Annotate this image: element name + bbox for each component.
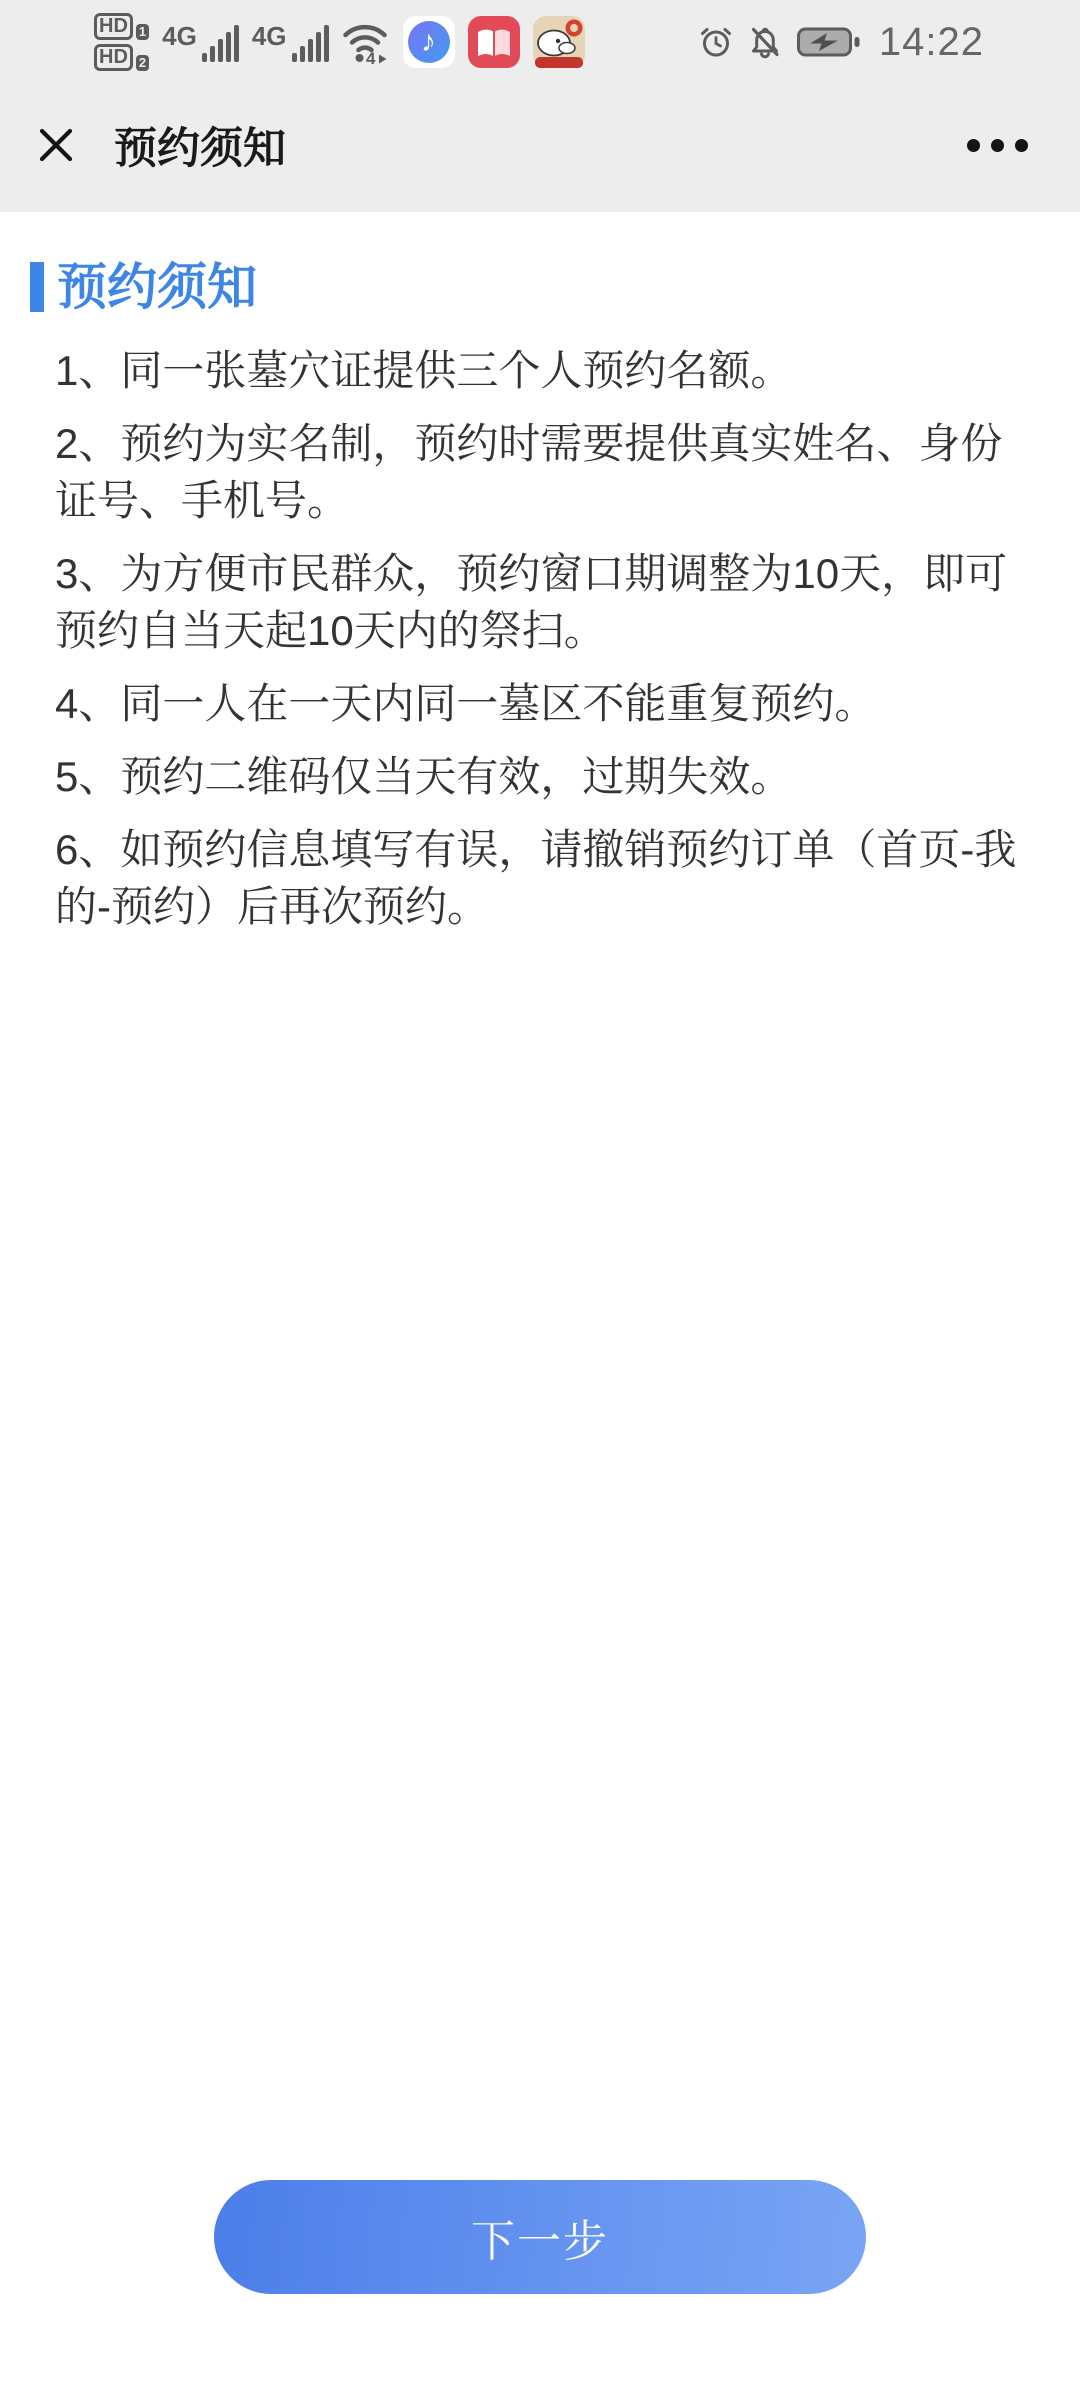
- notice-content: [0, 212, 1080, 2400]
- music-app-icon: [403, 16, 455, 68]
- clock-time: 14:22: [878, 19, 984, 64]
- wifi-speed-badge: 4: [365, 49, 375, 66]
- signal-strength-sim1-icon: [162, 20, 239, 62]
- sim2-index: 2: [136, 55, 149, 71]
- signal-strength-sim2-icon: [251, 20, 329, 62]
- section-accent-bar: [30, 262, 44, 312]
- hd-volte-sim1-icon: [94, 13, 149, 40]
- notifications-muted-icon: [748, 25, 782, 59]
- close-button[interactable]: [34, 123, 78, 167]
- wifi-icon: [342, 18, 390, 66]
- more-dots-icon: [1015, 139, 1028, 152]
- reader-app-icon: [468, 16, 520, 68]
- hd-label: HD: [94, 13, 133, 40]
- network-type-sim2: 4G: [251, 20, 287, 51]
- section-title: 预约须知: [57, 259, 257, 315]
- music-note-glyph: ♪: [421, 25, 436, 58]
- status-bar-right: [699, 20, 984, 65]
- notice-item: 2、预约为实名制，预约时需要提供真实姓名、身份证号、手机号。: [55, 420, 1003, 524]
- notice-item: 6、如预约信息填写有误，请撤销预约订单（首页-我的-预约）后再次预约。: [55, 826, 1017, 930]
- status-bar: [0, 0, 1080, 78]
- alarm-clock-icon: [699, 25, 733, 59]
- more-dots-icon: [967, 139, 980, 152]
- more-menu-button[interactable]: [967, 129, 1028, 162]
- notice-list: [55, 342, 1032, 935]
- notice-item: 1、同一张墓穴证提供三个人预约名额。: [55, 347, 793, 394]
- next-step-button[interactable]: 下一步: [214, 2180, 866, 2294]
- wifi-dot: [355, 54, 363, 62]
- more-dots-icon: [991, 139, 1004, 152]
- status-bar-left: [94, 13, 585, 71]
- notice-item: 4、同一人在一天内同一墓区不能重复预约。: [55, 680, 877, 727]
- jd-app-icon: [533, 16, 585, 68]
- notice-item: 5、预约二维码仅当天有效，过期失效。: [55, 753, 793, 800]
- signal-bars: [292, 24, 329, 62]
- network-type-sim1: 4G: [162, 20, 197, 51]
- sim1-index: 1: [136, 24, 149, 40]
- notice-item: 3、为方便市民群众，预约窗口期调整为10天，即可预约自当天起10天内的祭扫。: [55, 550, 1008, 654]
- section-header: [30, 259, 1080, 315]
- hd-volte-indicators: [94, 13, 149, 71]
- page-header: [0, 78, 1080, 212]
- battery-charging-icon: [797, 27, 860, 57]
- page-title: 预约须知: [114, 124, 286, 173]
- hd-volte-sim2-icon: [94, 44, 149, 71]
- close-icon: [35, 124, 77, 166]
- wifi-speed-arrow: [379, 55, 387, 64]
- signal-bars: [202, 24, 239, 62]
- hd-label: HD: [94, 44, 133, 71]
